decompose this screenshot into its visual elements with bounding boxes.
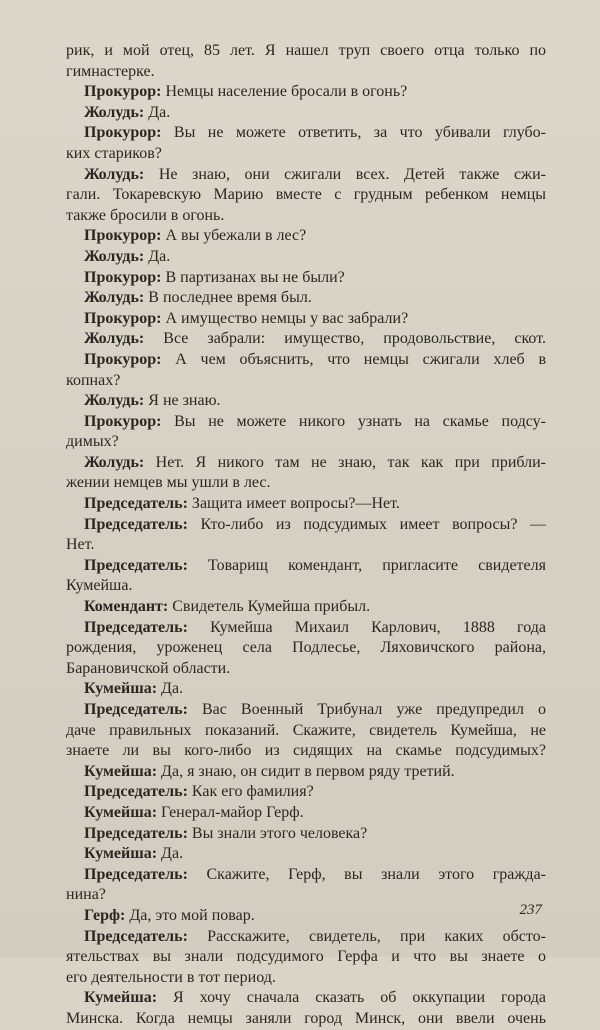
speaker-name: Жолудь:	[84, 289, 145, 307]
text-line	[66, 988, 546, 1009]
speaker-name: Прокурор:	[84, 350, 162, 368]
line-text: Вы не можете ответить, за что убивали глубо-	[161, 124, 546, 142]
text-line	[66, 473, 546, 494]
line-text: Минска. Когда немцы заняли город Минск, они ввели очень	[66, 1009, 546, 1027]
speaker-name: Кумейша:	[84, 845, 158, 863]
text-line	[66, 371, 546, 392]
text-line	[66, 556, 546, 577]
text-line	[66, 432, 546, 453]
speaker-name: Прокурор:	[84, 227, 162, 245]
text-line	[66, 638, 546, 659]
text-line	[66, 494, 546, 515]
speaker-name: Жолудь:	[84, 103, 145, 121]
line-text: гимнастерке.	[66, 62, 155, 80]
text-line	[66, 412, 546, 433]
speaker-name: Комендант:	[84, 598, 169, 616]
text-line	[66, 82, 546, 103]
speaker-name: Прокурор:	[84, 124, 162, 142]
line-text: Барановичской области.	[66, 659, 231, 677]
text-line	[66, 391, 546, 412]
line-text: ятельствах вы знали подсудимого Герфа и что вы знаете о	[66, 948, 546, 966]
line-text: Расскажите, свидетель, при каких обсто-	[187, 927, 546, 945]
text-line	[66, 206, 546, 227]
speaker-name: Председатель:	[84, 495, 188, 513]
speaker-name: Жолудь:	[84, 247, 145, 265]
speaker-name: Прокурор:	[84, 309, 162, 327]
line-text: Я хочу сначала сказать об оккупации города	[157, 989, 546, 1007]
line-text: Я не знаю.	[144, 392, 221, 410]
speaker-name: Жолудь:	[84, 330, 145, 348]
line-text: Вы не можете никого узнать на скамье подсу-	[161, 412, 546, 430]
line-text: Кто-либо из подсудимых имеет вопросы? —	[187, 515, 546, 533]
text-line	[66, 185, 546, 206]
text-line	[66, 329, 546, 350]
speaker-name: Прокурор:	[84, 83, 162, 101]
line-text: копнах?	[66, 371, 121, 389]
speaker-name: Кумейша:	[84, 803, 158, 821]
line-text: Да.	[144, 103, 171, 121]
text-line	[66, 947, 546, 968]
line-text: Нет.	[66, 536, 95, 554]
text-line	[66, 515, 546, 536]
speaker-name: Председатель:	[84, 824, 188, 842]
line-text: Генерал-майор Герф.	[157, 803, 304, 821]
text-line	[66, 597, 546, 618]
text-line	[66, 659, 546, 680]
text-line	[66, 618, 546, 639]
text-line	[66, 865, 546, 886]
line-text: Свидетель Кумейша прибыл.	[168, 598, 371, 616]
line-text: рик, и мой отец, 85 лет. Я нашел труп своего отца только по	[66, 42, 546, 59]
line-text: В последнее время был.	[144, 289, 312, 307]
text-line	[66, 144, 546, 165]
line-text: димых?	[66, 433, 119, 451]
speaker-name: Прокурор:	[84, 412, 162, 430]
line-text: Да.	[157, 845, 184, 863]
speaker-name: Председатель:	[84, 865, 188, 883]
line-text: нина?	[66, 886, 106, 904]
text-line	[66, 885, 546, 906]
text-line	[66, 247, 546, 268]
speaker-name: Кумейша:	[84, 680, 158, 698]
text-line	[66, 123, 546, 144]
text-line	[66, 350, 546, 371]
line-text: Кумейша Михаил Карлович, 1888 года	[187, 618, 546, 636]
text-line	[66, 268, 546, 289]
text-line	[66, 226, 546, 247]
page-number: 237	[519, 902, 542, 918]
text-body	[66, 41, 546, 1030]
text-line	[66, 62, 546, 83]
line-text: знаете ли вы кого-либо из сидящих на скамье подсудимых?	[66, 742, 546, 760]
text-line	[66, 968, 546, 989]
line-text: его деятельности в тот период.	[66, 968, 276, 986]
line-text: А чем объяснить, что немцы сжигали хлеб в	[161, 350, 546, 368]
text-line	[66, 288, 546, 309]
line-text: ких стариков?	[66, 144, 162, 162]
text-line	[66, 700, 546, 721]
speaker-name: Председатель:	[84, 618, 188, 636]
text-line	[66, 762, 546, 783]
line-text: даче правильных показаний. Скажите, свидетель Кумейша, не	[66, 721, 546, 739]
speaker-name: Герф:	[84, 906, 126, 924]
speaker-name: Кумейша:	[84, 762, 158, 780]
speaker-name: Председатель:	[84, 556, 188, 574]
line-text: А вы убежали в лес?	[161, 227, 307, 245]
text-line	[66, 824, 546, 845]
text-line	[66, 41, 546, 62]
text-line	[66, 803, 546, 824]
text-line	[66, 576, 546, 597]
line-text: В партизанах вы не были?	[161, 268, 345, 286]
line-text: Не знаю, они сжигали всех. Детей также сжи-	[144, 165, 546, 183]
text-line	[66, 927, 546, 948]
line-text: Как его фамилия?	[187, 783, 314, 801]
text-line	[66, 535, 546, 556]
speaker-name: Жолудь:	[84, 165, 145, 183]
speaker-name: Прокурор:	[84, 268, 162, 286]
text-line	[66, 741, 546, 762]
text-line	[66, 309, 546, 330]
line-text: Все забрали: имущество, продовольствие, скот.	[144, 330, 546, 348]
speaker-name: Жолудь:	[84, 392, 145, 410]
line-text: Скажите, Герф, вы знали этого гражда-	[187, 865, 546, 883]
text-line	[66, 103, 546, 124]
line-text: Защита имеет вопросы?—Нет.	[187, 495, 400, 513]
speaker-name: Кумейша:	[84, 989, 158, 1007]
speaker-name: Председатель:	[84, 701, 188, 718]
line-text: А имущество немцы у вас забрали?	[161, 309, 409, 327]
text-line	[66, 844, 546, 865]
line-text: жении немцев мы ушли в лес.	[66, 474, 271, 492]
line-text: Вы знали этого человека?	[187, 824, 368, 842]
speaker-name: Председатель:	[84, 783, 188, 801]
line-text: рождения, уроженец села Подлесье, Ляховичского района,	[66, 639, 546, 657]
text-line	[66, 453, 546, 474]
line-text: Кумейша.	[66, 577, 133, 595]
text-line	[66, 1009, 546, 1030]
speaker-name: Председатель:	[84, 515, 188, 533]
speaker-name: Председатель:	[84, 927, 188, 945]
line-text: Да.	[157, 680, 184, 698]
speaker-name: Жолудь:	[84, 453, 145, 471]
text-line	[66, 679, 546, 700]
line-text: Товарищ комендант, пригласите свидетеля	[187, 556, 546, 574]
line-text: Нет. Я никого там не знаю, так как при прибли-	[144, 453, 546, 471]
line-text: Вас Военный Трибунал уже предупредил о	[187, 701, 546, 718]
line-text: гали. Токаревскую Марию вместе с грудным ребенком немцы	[66, 186, 546, 204]
text-line	[66, 782, 546, 803]
line-text: также бросили в огонь.	[66, 206, 225, 224]
line-text: Да, это мой повар.	[125, 906, 255, 924]
text-line	[66, 906, 546, 927]
text-line	[66, 721, 546, 742]
text-line	[66, 165, 546, 186]
line-text: Немцы население бросали в огонь?	[161, 83, 408, 101]
line-text: Да.	[144, 247, 171, 265]
line-text: Да, я знаю, он сидит в первом ряду третий.	[157, 762, 455, 780]
